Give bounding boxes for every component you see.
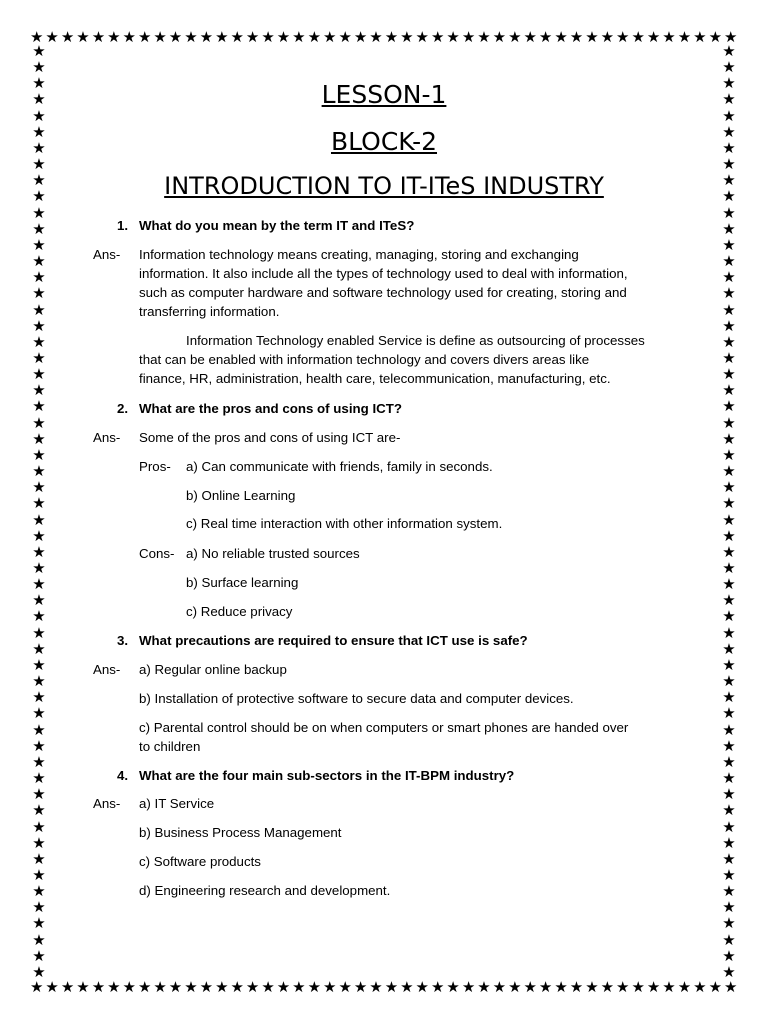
star-icon: ★ bbox=[722, 592, 736, 610]
lesson-title: LESSON-1 bbox=[321, 80, 447, 109]
star-icon: ★ bbox=[32, 236, 46, 254]
star-icon: ★ bbox=[32, 915, 46, 933]
star-icon: ★ bbox=[722, 156, 736, 174]
star-icon: ★ bbox=[91, 28, 106, 46]
star-icon: ★ bbox=[32, 43, 46, 60]
star-icon: ★ bbox=[276, 978, 291, 996]
star-icon: ★ bbox=[32, 430, 46, 448]
question-number: 3. bbox=[117, 633, 129, 648]
star-icon: ★ bbox=[722, 931, 736, 949]
star-icon: ★ bbox=[153, 28, 167, 46]
star-icon: ★ bbox=[693, 978, 707, 996]
star-icon: ★ bbox=[32, 737, 46, 755]
star-icon: ★ bbox=[245, 28, 260, 46]
star-icon: ★ bbox=[32, 527, 46, 545]
star-icon: ★ bbox=[137, 28, 152, 46]
pros-item: a) Can communicate with friends, family in seconds. bbox=[186, 459, 493, 474]
star-icon: ★ bbox=[107, 28, 121, 46]
star-icon: ★ bbox=[722, 398, 736, 416]
star-icon: ★ bbox=[722, 301, 736, 319]
star-icon: ★ bbox=[292, 28, 306, 46]
star-icon: ★ bbox=[722, 947, 736, 965]
star-icon: ★ bbox=[523, 28, 537, 46]
star-icon: ★ bbox=[723, 28, 738, 46]
question-3: What precautions are required to ensure that ICT use is safe? bbox=[139, 633, 528, 648]
star-icon: ★ bbox=[415, 28, 429, 46]
star-icon: ★ bbox=[32, 382, 46, 400]
star-icon: ★ bbox=[276, 28, 291, 46]
star-icon: ★ bbox=[677, 978, 692, 996]
star-icon: ★ bbox=[32, 253, 46, 271]
star-icon: ★ bbox=[722, 495, 736, 513]
star-icon: ★ bbox=[153, 978, 167, 996]
star-icon: ★ bbox=[32, 560, 46, 577]
star-icon: ★ bbox=[538, 978, 553, 996]
star-icon: ★ bbox=[554, 28, 568, 46]
star-icon: ★ bbox=[199, 978, 214, 996]
star-icon: ★ bbox=[585, 978, 599, 996]
star-icon: ★ bbox=[722, 511, 736, 529]
star-icon: ★ bbox=[76, 28, 90, 46]
answer-label: Ans- bbox=[93, 662, 121, 677]
star-icon: ★ bbox=[722, 689, 736, 707]
star-icon: ★ bbox=[722, 705, 736, 723]
main-title: INTRODUCTION TO IT-ITeS INDUSTRY bbox=[164, 172, 604, 200]
answer-line: that can be enabled with information technology and covers divers areas like bbox=[139, 352, 590, 367]
star-icon: ★ bbox=[30, 28, 44, 46]
star-icon: ★ bbox=[32, 172, 46, 190]
answer-line: c) Parental control should be on when computers or smart phones are handed over bbox=[139, 720, 629, 735]
answer-label: Ans- bbox=[93, 247, 121, 262]
star-icon: ★ bbox=[616, 978, 630, 996]
star-icon: ★ bbox=[230, 28, 244, 46]
star-icon: ★ bbox=[492, 978, 507, 996]
star-icon: ★ bbox=[32, 576, 46, 594]
star-icon: ★ bbox=[32, 689, 46, 707]
star-icon: ★ bbox=[722, 834, 736, 852]
star-icon: ★ bbox=[722, 737, 736, 755]
star-icon: ★ bbox=[32, 446, 46, 464]
star-icon: ★ bbox=[662, 28, 676, 46]
answer-line: transferring information. bbox=[139, 304, 280, 319]
star-icon: ★ bbox=[292, 978, 306, 996]
answer-line: finance, HR, administration, health care, telecommunication, manufacturing, etc. bbox=[139, 371, 611, 386]
answer-line: Some of the pros and cons of using ICT are- bbox=[139, 430, 401, 445]
star-icon: ★ bbox=[722, 269, 736, 287]
star-icon: ★ bbox=[722, 349, 736, 367]
star-icon: ★ bbox=[32, 770, 46, 788]
star-icon: ★ bbox=[45, 28, 59, 46]
star-icon: ★ bbox=[523, 978, 537, 996]
star-icon: ★ bbox=[245, 978, 260, 996]
star-icon: ★ bbox=[32, 802, 46, 820]
star-icon: ★ bbox=[76, 978, 90, 996]
star-icon: ★ bbox=[307, 28, 322, 46]
star-icon: ★ bbox=[32, 624, 46, 642]
star-icon: ★ bbox=[307, 978, 322, 996]
star-icon: ★ bbox=[722, 123, 736, 141]
question-1: What do you mean by the term IT and ITeS? bbox=[139, 218, 415, 233]
star-icon: ★ bbox=[722, 850, 736, 868]
answer-line: information. It also include all the types of technology used to deal with information, bbox=[139, 266, 628, 281]
cons-item: c) Reduce privacy bbox=[186, 604, 293, 619]
question-2: What are the pros and cons of using ICT? bbox=[139, 401, 402, 416]
star-icon: ★ bbox=[323, 28, 337, 46]
question-4: What are the four main sub-sectors in the IT-BPM industry? bbox=[139, 768, 515, 783]
star-icon: ★ bbox=[184, 28, 198, 46]
star-icon: ★ bbox=[32, 866, 46, 884]
star-icon: ★ bbox=[32, 479, 46, 497]
star-icon: ★ bbox=[168, 978, 183, 996]
star-icon: ★ bbox=[569, 28, 584, 46]
star-icon: ★ bbox=[722, 624, 736, 642]
star-icon: ★ bbox=[722, 188, 736, 206]
star-icon: ★ bbox=[32, 301, 46, 319]
star-icon: ★ bbox=[32, 204, 46, 222]
star-icon: ★ bbox=[722, 236, 736, 254]
answer-label: Ans- bbox=[93, 796, 121, 811]
star-icon: ★ bbox=[32, 850, 46, 868]
star-icon: ★ bbox=[32, 269, 46, 287]
star-icon: ★ bbox=[722, 786, 736, 804]
star-icon: ★ bbox=[32, 91, 46, 109]
star-icon: ★ bbox=[384, 28, 399, 46]
star-icon: ★ bbox=[338, 978, 352, 996]
star-icon: ★ bbox=[722, 915, 736, 933]
star-icon: ★ bbox=[723, 978, 738, 996]
star-icon: ★ bbox=[600, 28, 615, 46]
star-icon: ★ bbox=[32, 899, 46, 917]
star-icon: ★ bbox=[722, 446, 736, 464]
star-icon: ★ bbox=[32, 640, 46, 658]
star-icon: ★ bbox=[722, 560, 736, 577]
star-icon: ★ bbox=[693, 28, 707, 46]
star-icon: ★ bbox=[722, 673, 736, 691]
star-icon: ★ bbox=[722, 414, 736, 432]
star-icon: ★ bbox=[722, 899, 736, 917]
star-icon: ★ bbox=[569, 978, 584, 996]
star-icon: ★ bbox=[32, 818, 46, 836]
star-icon: ★ bbox=[554, 978, 568, 996]
star-icon: ★ bbox=[722, 640, 736, 658]
star-icon: ★ bbox=[722, 753, 736, 771]
star-icon: ★ bbox=[369, 28, 383, 46]
star-icon: ★ bbox=[722, 91, 736, 109]
star-icon: ★ bbox=[446, 28, 460, 46]
star-icon: ★ bbox=[261, 28, 275, 46]
star-icon: ★ bbox=[722, 802, 736, 820]
star-icon: ★ bbox=[722, 333, 736, 351]
star-icon: ★ bbox=[32, 592, 46, 610]
star-icon: ★ bbox=[32, 721, 46, 739]
star-icon: ★ bbox=[446, 978, 460, 996]
pros-label: Pros- bbox=[139, 459, 171, 474]
star-icon: ★ bbox=[168, 28, 183, 46]
star-icon: ★ bbox=[631, 978, 645, 996]
star-icon: ★ bbox=[32, 963, 46, 981]
star-icon: ★ bbox=[461, 28, 476, 46]
star-icon: ★ bbox=[722, 43, 736, 60]
star-icon: ★ bbox=[32, 463, 46, 481]
star-icon: ★ bbox=[122, 28, 136, 46]
answer-line: c) Software products bbox=[139, 854, 261, 869]
star-icon: ★ bbox=[722, 576, 736, 594]
star-icon: ★ bbox=[230, 978, 244, 996]
star-icon: ★ bbox=[32, 753, 46, 771]
star-icon: ★ bbox=[415, 978, 429, 996]
star-icon: ★ bbox=[32, 398, 46, 416]
star-icon: ★ bbox=[708, 28, 723, 46]
answer-line: a) Regular online backup bbox=[139, 662, 287, 677]
answer-label: Ans- bbox=[93, 430, 121, 445]
star-icon: ★ bbox=[616, 28, 630, 46]
star-icon: ★ bbox=[477, 978, 491, 996]
star-icon: ★ bbox=[722, 285, 736, 303]
star-icon: ★ bbox=[184, 978, 198, 996]
star-icon: ★ bbox=[32, 333, 46, 351]
answer-line: such as computer hardware and software technology used for creating, storing and bbox=[139, 285, 627, 300]
star-icon: ★ bbox=[722, 543, 736, 561]
star-icon: ★ bbox=[722, 883, 736, 901]
star-icon: ★ bbox=[32, 543, 46, 561]
star-icon: ★ bbox=[32, 156, 46, 174]
star-icon: ★ bbox=[677, 28, 692, 46]
star-icon: ★ bbox=[585, 28, 599, 46]
star-icon: ★ bbox=[722, 818, 736, 836]
star-icon: ★ bbox=[477, 28, 491, 46]
star-icon: ★ bbox=[722, 317, 736, 335]
star-icon: ★ bbox=[722, 721, 736, 739]
star-icon: ★ bbox=[722, 463, 736, 481]
star-icon: ★ bbox=[60, 28, 75, 46]
star-icon: ★ bbox=[32, 285, 46, 303]
star-icon: ★ bbox=[30, 978, 44, 996]
answer-line: a) IT Service bbox=[139, 796, 215, 811]
star-icon: ★ bbox=[384, 978, 399, 996]
block-title: BLOCK-2 bbox=[330, 127, 438, 156]
star-icon: ★ bbox=[32, 705, 46, 723]
star-border-top bbox=[30, 28, 738, 46]
star-icon: ★ bbox=[508, 28, 522, 46]
star-icon: ★ bbox=[261, 978, 275, 996]
star-icon: ★ bbox=[215, 978, 229, 996]
cons-label: Cons- bbox=[139, 546, 175, 561]
star-icon: ★ bbox=[45, 978, 59, 996]
pros-item: b) Online Learning bbox=[186, 488, 296, 503]
star-icon: ★ bbox=[722, 75, 736, 93]
cons-item: b) Surface learning bbox=[186, 575, 299, 590]
star-icon: ★ bbox=[722, 656, 736, 674]
cons-item: a) No reliable trusted sources bbox=[186, 546, 360, 561]
star-icon: ★ bbox=[32, 608, 46, 626]
star-icon: ★ bbox=[32, 75, 46, 93]
star-icon: ★ bbox=[32, 786, 46, 804]
star-icon: ★ bbox=[400, 28, 414, 46]
star-icon: ★ bbox=[722, 382, 736, 400]
star-icon: ★ bbox=[338, 28, 352, 46]
star-icon: ★ bbox=[32, 123, 46, 141]
star-icon: ★ bbox=[722, 139, 736, 157]
question-number: 4. bbox=[117, 768, 129, 783]
star-icon: ★ bbox=[32, 59, 46, 77]
star-icon: ★ bbox=[722, 366, 736, 384]
star-icon: ★ bbox=[722, 430, 736, 448]
question-number: 2. bbox=[117, 401, 129, 416]
star-icon: ★ bbox=[400, 978, 414, 996]
answer-line: b) Installation of protective software to secure data and computer devices. bbox=[139, 691, 574, 706]
star-icon: ★ bbox=[461, 978, 476, 996]
star-icon: ★ bbox=[646, 978, 661, 996]
answer-line: d) Engineering research and development. bbox=[139, 883, 391, 898]
star-icon: ★ bbox=[323, 978, 337, 996]
star-icon: ★ bbox=[492, 28, 507, 46]
question-number: 1. bbox=[117, 218, 129, 233]
star-icon: ★ bbox=[722, 963, 736, 981]
star-icon: ★ bbox=[538, 28, 553, 46]
star-icon: ★ bbox=[137, 978, 152, 996]
star-border-bottom bbox=[30, 978, 738, 996]
star-icon: ★ bbox=[722, 253, 736, 271]
star-icon: ★ bbox=[32, 511, 46, 529]
star-icon: ★ bbox=[32, 220, 46, 238]
star-icon: ★ bbox=[722, 172, 736, 190]
star-icon: ★ bbox=[631, 28, 645, 46]
star-icon: ★ bbox=[722, 204, 736, 222]
star-icon: ★ bbox=[353, 978, 368, 996]
star-icon: ★ bbox=[508, 978, 522, 996]
star-icon: ★ bbox=[60, 978, 75, 996]
star-icon: ★ bbox=[122, 978, 136, 996]
star-icon: ★ bbox=[600, 978, 615, 996]
star-icon: ★ bbox=[32, 139, 46, 157]
star-icon: ★ bbox=[32, 366, 46, 384]
star-icon: ★ bbox=[32, 656, 46, 674]
star-icon: ★ bbox=[722, 479, 736, 497]
pros-item: c) Real time interaction with other information system. bbox=[186, 516, 503, 531]
star-icon: ★ bbox=[722, 527, 736, 545]
star-icon: ★ bbox=[722, 220, 736, 238]
star-icon: ★ bbox=[32, 414, 46, 432]
star-icon: ★ bbox=[722, 866, 736, 884]
star-icon: ★ bbox=[430, 28, 445, 46]
star-icon: ★ bbox=[32, 883, 46, 901]
star-icon: ★ bbox=[708, 978, 723, 996]
star-icon: ★ bbox=[32, 834, 46, 852]
answer-line: b) Business Process Management bbox=[139, 825, 342, 840]
star-icon: ★ bbox=[369, 978, 383, 996]
star-icon: ★ bbox=[215, 28, 229, 46]
star-icon: ★ bbox=[32, 673, 46, 691]
star-icon: ★ bbox=[646, 28, 661, 46]
star-icon: ★ bbox=[32, 317, 46, 335]
star-icon: ★ bbox=[662, 978, 676, 996]
star-icon: ★ bbox=[430, 978, 445, 996]
answer-line: to children bbox=[139, 739, 201, 754]
star-icon: ★ bbox=[32, 349, 46, 367]
star-icon: ★ bbox=[32, 107, 46, 125]
star-icon: ★ bbox=[32, 931, 46, 949]
answer-line: Information Technology enabled Service is define as outsourcing of processes bbox=[186, 333, 645, 348]
star-icon: ★ bbox=[353, 28, 368, 46]
star-icon: ★ bbox=[722, 608, 736, 626]
star-icon: ★ bbox=[199, 28, 214, 46]
star-icon: ★ bbox=[91, 978, 106, 996]
star-icon: ★ bbox=[722, 770, 736, 788]
star-icon: ★ bbox=[107, 978, 121, 996]
star-icon: ★ bbox=[32, 188, 46, 206]
star-icon: ★ bbox=[722, 107, 736, 125]
answer-line: Information technology means creating, managing, storing and exchanging bbox=[139, 247, 579, 262]
star-icon: ★ bbox=[722, 59, 736, 77]
star-icon: ★ bbox=[32, 947, 46, 965]
star-icon: ★ bbox=[32, 495, 46, 513]
